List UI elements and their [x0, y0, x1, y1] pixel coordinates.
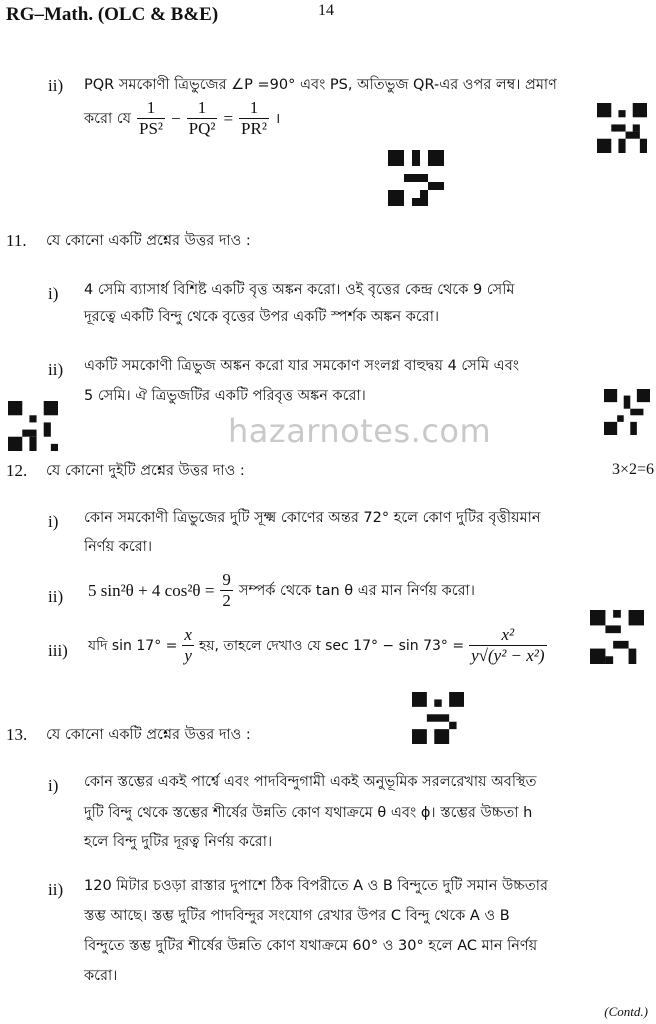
- q12-iii-prefix: যদি sin 17° =: [88, 637, 178, 654]
- q12-ii-expression: 5 sin²θ + 4 cos²θ =: [88, 580, 215, 600]
- q13-i-line2: দুটি বিন্দু থেকে স্তম্ভের শীর্ষের উন্নতি কোণ যথাক্রমে θ এবং ϕ। স্তম্ভের উচ্চতা h: [84, 805, 533, 821]
- q12-heading: যে কোনো দুইটি প্রশ্নের উত্তর দাও :: [46, 463, 245, 479]
- fraction-9-2: $\frac{9}{2}$: [222, 570, 231, 610]
- fraction-x-y: $\frac{x}{y}$: [184, 625, 192, 665]
- q12-ii-formula: [88, 570, 475, 611]
- fraction-result: $\frac{\text{x²}}{\text{y√(y² − x²)}}$: [471, 625, 545, 665]
- q12-i-label: i): [48, 512, 59, 531]
- qr-code-icon: [388, 150, 444, 206]
- q12-iii-formula: [88, 625, 547, 666]
- q11-number: 11.: [6, 231, 27, 250]
- q10-ii-line1: PQR সমকোণী ত্রিভুজের ∠P =90° এবং PS, অতিভুজ QR-এর ওপর লম্ব। প্রমাণ: [84, 77, 557, 93]
- qr-code-icon: [412, 692, 464, 744]
- qr-code-icon: [8, 400, 58, 452]
- q11-i-line1: 4 সেমি ব্যাসার্ধ বিশিষ্ট একটি বৃত্ত অঙ্কন করো। ওই বৃত্তের কেন্দ্র থেকে 9 সেমি: [84, 282, 515, 298]
- page-number: 14: [318, 2, 334, 19]
- q13-ii-line4: করো।: [84, 968, 118, 984]
- sentence-end: ।: [274, 110, 281, 127]
- q12-iii-label: iii): [48, 641, 68, 660]
- q10-ii-formula: [84, 98, 280, 139]
- fraction-1-pq: $\frac{1}{\text{PQ²}}$: [188, 98, 216, 138]
- q11-heading: যে কোনো একটি প্রশ্নের উত্তর দাও :: [46, 233, 251, 249]
- equals-sign: =: [223, 108, 234, 128]
- qr-code-icon: [604, 385, 650, 439]
- page-header-title: RG–Math. (OLC & B&E): [6, 4, 219, 25]
- q12-marks: 3×2=6: [611, 461, 654, 478]
- q11-i-label: i): [48, 284, 59, 303]
- watermark: hazarnotes.com: [228, 412, 492, 450]
- q12-i-line2: নির্ণয় করো।: [84, 539, 153, 555]
- q12-number: 12.: [6, 461, 28, 480]
- q11-i-line2: দূরত্বে একটি বিন্দু থেকে বৃত্তের উপর একটি স্পর্শক অঙ্কন করো।: [84, 309, 440, 325]
- q13-ii-line1: 120 মিটার চওড়া রাস্তার দুপাশে ঠিক বিপরীতে A ও B বিন্দুতে দুটি সমান উচ্চতার: [84, 878, 548, 894]
- q12-ii-rest: সম্পর্ক থেকে tan θ এর মান নির্ণয় করো।: [238, 582, 475, 599]
- q11-ii-label: ii): [48, 360, 64, 379]
- fraction-1-ps: $\frac{1}{\text{PS²}}$: [139, 98, 164, 138]
- q13-i-line1: কোন স্তম্ভের একই পার্শ্বে এবং পাদবিন্দুগামী একই অনুভূমিক সরলরেখায় অবস্থিত: [84, 774, 537, 790]
- q13-ii-label: ii): [48, 880, 64, 899]
- q11-ii-line1: একটি সমকোণী ত্রিভুজ অঙ্কন করো যার সমকোণ সংলগ্ন বাহুদ্বয় 4 সেমি এবং: [84, 358, 520, 374]
- q13-heading: যে কোনো একটি প্রশ্নের উত্তর দাও :: [46, 727, 251, 743]
- q10-ii-label: ii): [48, 76, 64, 95]
- q13-number: 13.: [6, 725, 28, 744]
- minus-sign: −: [171, 108, 181, 128]
- continued-note: (Contd.): [604, 1004, 648, 1019]
- q12-iii-mid: হয়, তাহলে দেখাও যে sec 17° − sin 73° =: [198, 637, 465, 654]
- q13-i-line3: হলে বিন্দু দুটির দূরত্ব নির্ণয় করো।: [84, 834, 273, 850]
- qr-code-icon: [590, 610, 644, 664]
- q12-ii-label: ii): [48, 587, 64, 606]
- q12-i-line1: কোন সমকোণী ত্রিভুজের দুটি সূক্ষ্ম কোণের অন্তর 72° হলে কোণ দুটির বৃত্তীয়মান: [84, 510, 541, 526]
- fraction-1-pr: $\frac{1}{\text{PR²}}$: [241, 98, 267, 138]
- q13-i-label: i): [48, 776, 59, 795]
- q10-ii-prefix: করো যে: [84, 110, 131, 127]
- q13-ii-line3: বিন্দুতে স্তম্ভ দুটির শীর্ষের উন্নতি কোণ যথাক্রমে 60° ও 30° হলে AC মান নির্ণয়: [84, 938, 538, 954]
- q13-ii-line2: স্তম্ভ আছে। স্তম্ভ দুটির পাদবিন্দুর সংযোগ রেখার উপর C বিন্দু থেকে A ও B: [84, 908, 510, 924]
- q11-ii-line2: 5 সেমি। ঐ ত্রিভুজটির একটি পরিবৃত্ত অঙ্কন করো।: [84, 388, 366, 404]
- qr-code-icon: [597, 100, 647, 156]
